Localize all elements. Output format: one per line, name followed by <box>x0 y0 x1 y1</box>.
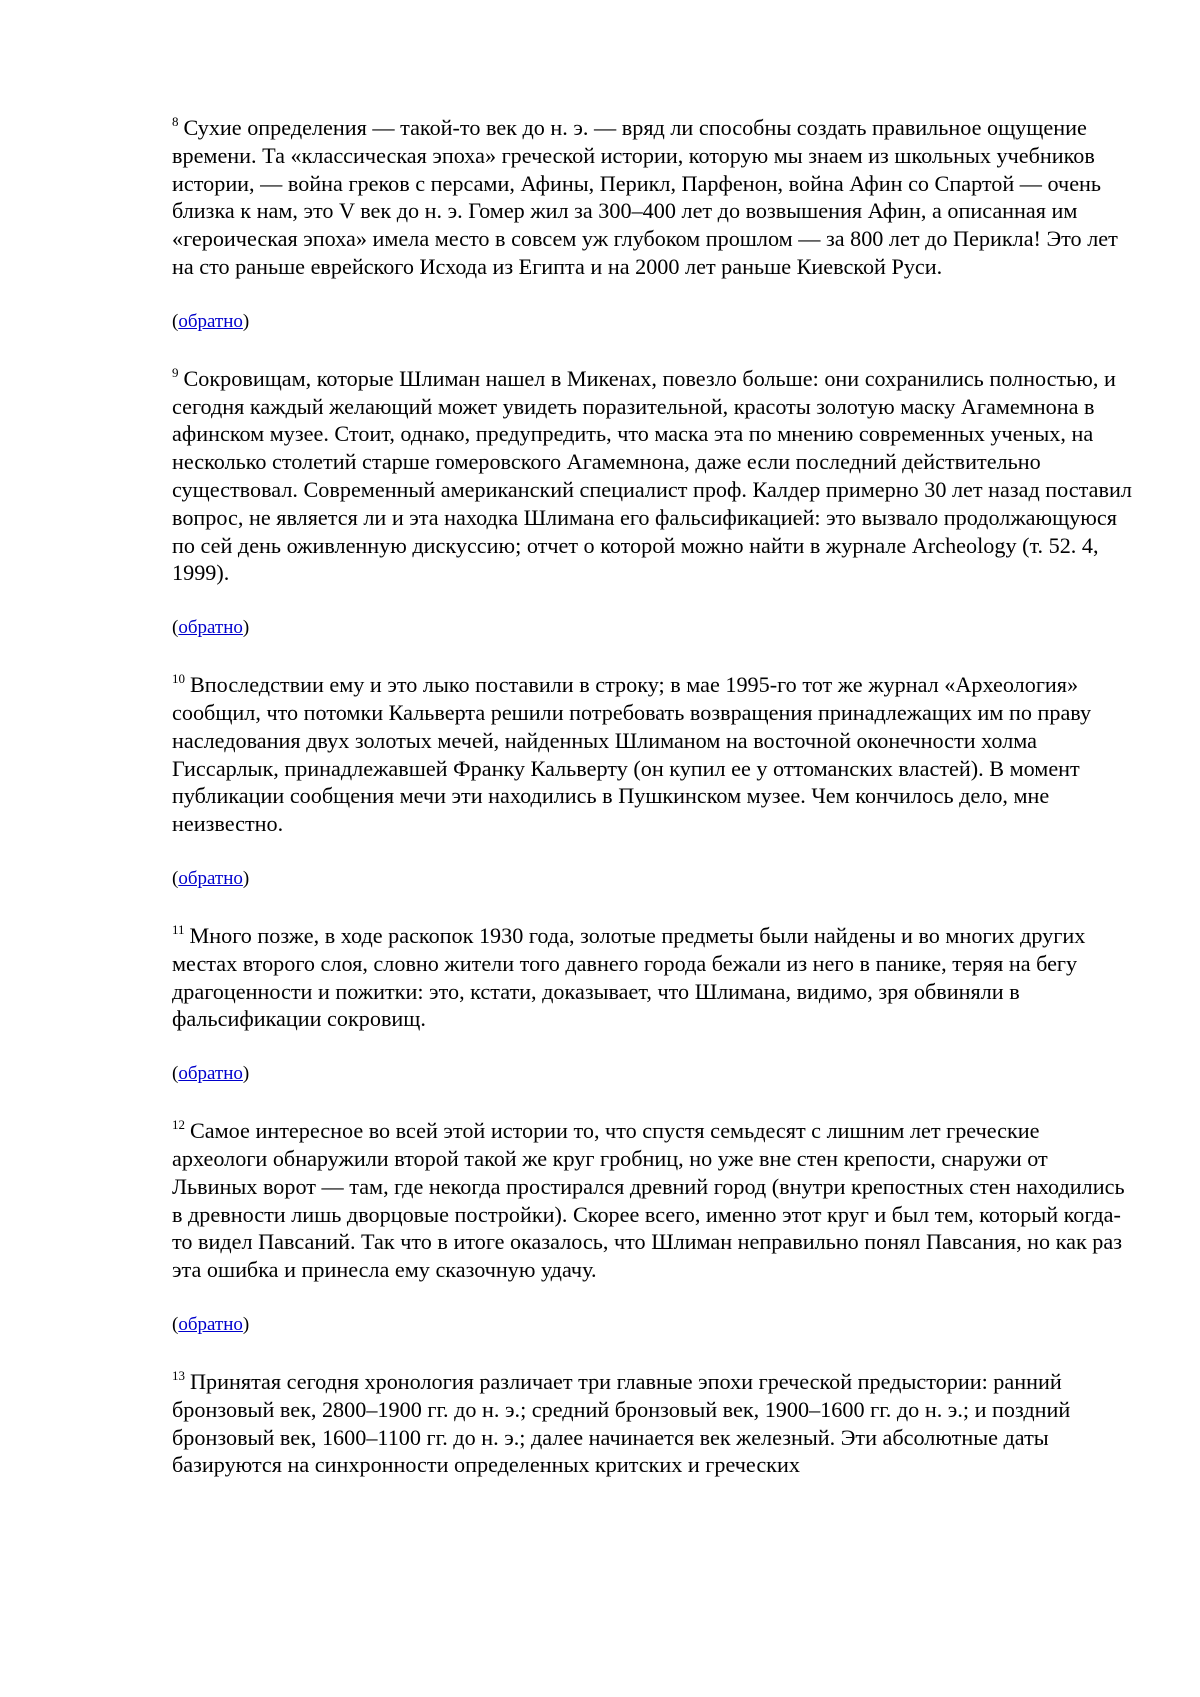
footnote-text: Сухие определения — такой-то век до н. э. — вряд ли способны создать правильное ощущение времени. Та «классическая эпоха» греческой истории, которую мы знаем из школьных учебников истории, — война греков с персами, Афины, Перикл, Парфенон, война Афин со Спартой — очень близка к нам, это V век до н. э. Гомер жил за 300–400 лет до возвышения Афин, а описанная им «героическая эпоха» имела место в совсем уж глубоком прошлом — за 800 лет до Перикла! Это лет на сто раньше еврейского Исхода из Египта и на 2000 лет раньше Киевской Руси. <box>172 115 1118 279</box>
footnote-number: 9 <box>172 364 179 380</box>
back-link[interactable]: обратно <box>178 310 243 332</box>
footnote-number: 8 <box>172 114 179 129</box>
footnote-text: Принятая сегодня хронология различает три главные эпохи греческой предыстории: ранний бронзовый век, 2800–1900 гг. до н. э.; средний бронзовый век, 1900–1600 гг. до н. э.; и поздний бронзовый век, 1600–1100 гг. до н. э.; далее начинается век железный. Эти абсолютные даты базируются на синхронности определенных критских и греческих <box>172 1368 1071 1478</box>
footnote-10 <box>172 671 1132 838</box>
back-link-line: (обратно) <box>172 1313 250 1335</box>
footnote-number: 11 <box>172 921 185 937</box>
footnote-text: Самое интересное во всей этой истории то, что спустя семьдесят с лишним лет греческие археологи обнаружили второй такой же круг гробниц, но уже вне стен крепости, снаружи от Львиных ворот — там, где некогда простирался древний город (внутри крепостных стен находились в древности лишь дворцовые постройки). Скорее всего, именно этот круг и был тем, который когда-то видел Павсаний. Так что в итоге оказалось, что Шлиман неправильно понял Павсания, но как раз эта ошибка и принесла ему сказочную удачу. <box>172 1118 1125 1283</box>
back-link-line: (обратно) <box>172 310 250 332</box>
back-link[interactable]: обратно <box>178 1313 243 1335</box>
back-link-line: (обратно) <box>172 867 250 889</box>
footnote-text: Впоследствии ему и это лыко поставили в строку; в мае 1995-го тот же журнал «Археология» сообщил, что потомки Кальверта решили потребовать возвращения принадлежащих им по праву наследования двух золотых мечей, найденных Шлиманом на восточной оконечности холма Гиссарлык, принадлежавшей Франку Кальверту (он купил ее у оттоманских властей). В момент публикации сообщения мечи эти находились в Пушкинском музее. Чем кончилось дело, мне неизвестно. <box>172 672 1092 837</box>
footnote-9 <box>172 365 1132 587</box>
back-link[interactable]: обратно <box>178 867 243 889</box>
footnote-12 <box>172 1117 1132 1284</box>
back-link[interactable]: обратно <box>178 1063 243 1085</box>
footnote-number: 10 <box>172 671 185 687</box>
footnote-number: 12 <box>172 1117 185 1133</box>
footnotes-page <box>172 114 1132 1479</box>
back-link-line: (обратно) <box>172 617 250 639</box>
back-link-line: (обратно) <box>172 1063 250 1085</box>
back-link[interactable]: обратно <box>178 617 243 639</box>
footnote-11 <box>172 922 1132 1033</box>
footnote-text: Много позже, в ходе раскопок 1930 года, золотые предметы были найдены и во многих других местах второго слоя, словно жители того давнего города бежали из него в панике, теряя на бегу драгоценности и пожитки: это, кстати, доказывает, что Шлимана, видимо, зря обвиняли в фальсификации сокровищ. <box>172 922 1086 1032</box>
footnote-8 <box>172 114 1132 281</box>
footnote-number: 13 <box>172 1367 185 1383</box>
footnote-text: Сокровищам, которые Шлиман нашел в Микенах, повезло больше: они сохранились полностью, и сегодня каждый желающий может увидеть поразительной, красоты золотую маску Агамемнона в афинском музее. Стоит, однако, предупредить, что маска эта по мнению современных ученых, на несколько столетий старше гомеровского Агамемнона, даже если последний действительно существовал. Современный американский специалист проф. Калдер примерно 30 лет назад поставил вопрос, не является ли и эта находка Шлимана его фальсификацией: это вызвало продолжающуюся по сей день оживленную дискуссию; отчет о которой можно найти в журнале Archeology (т. 52. 4, 1999). <box>172 365 1132 586</box>
footnote-13 <box>172 1368 1132 1479</box>
